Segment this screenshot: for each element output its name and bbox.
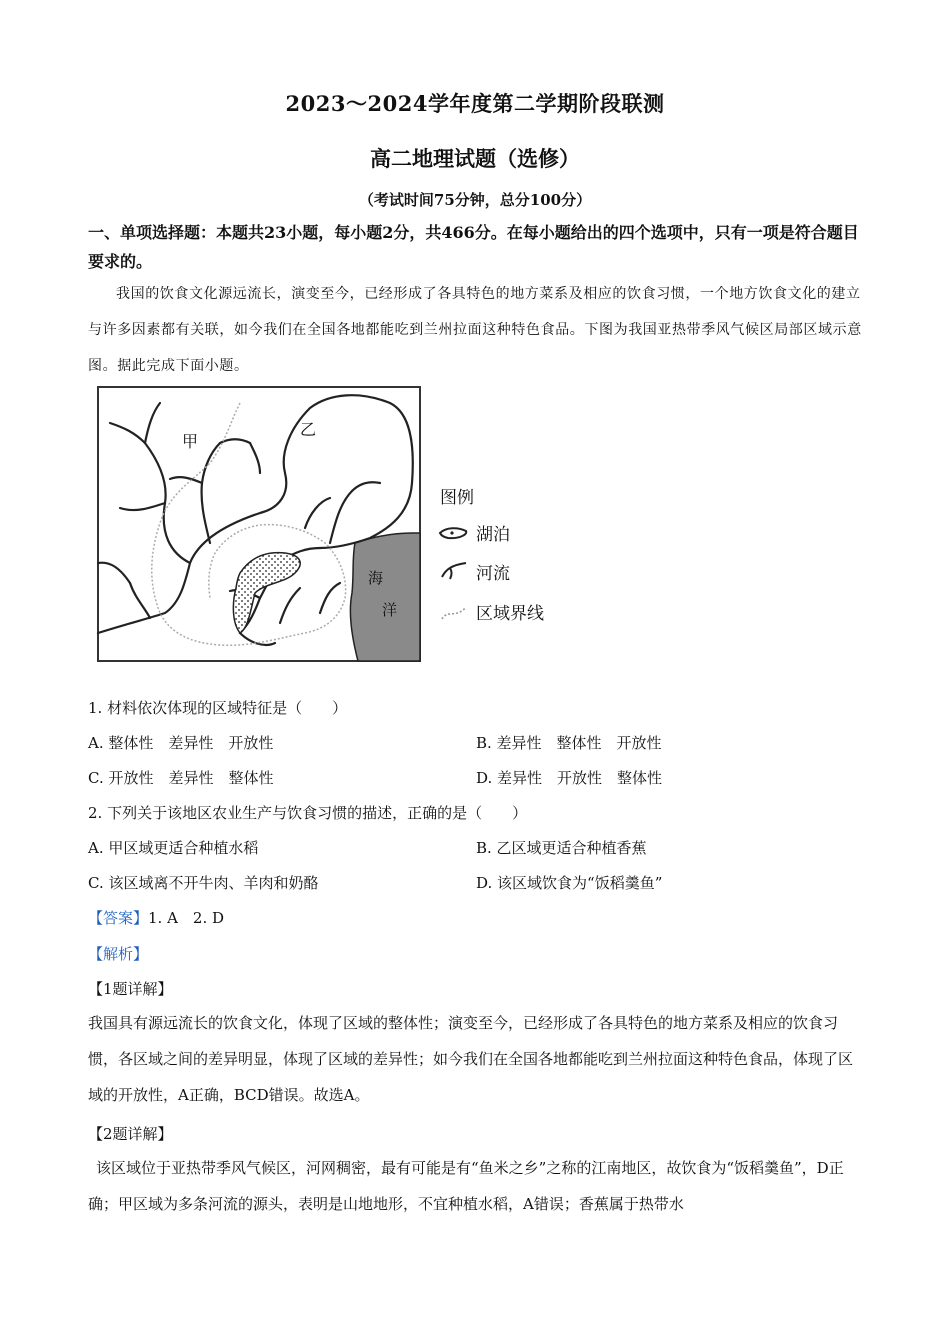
sea-area [350,533,420,661]
q1-option-a: A. 整体性 差异性 开放性 [88,734,274,752]
q2-analysis-heading: 【2题详解】 [88,1125,173,1143]
section-heading: 一、单项选择题：本题共23小题，每小题2分，共466分。在每小题给出的四个选项中，只有一项是符合题目要求的。 [88,223,859,271]
answer-label: 【答案】 [88,909,149,927]
exam-title: 2023～2024学年度第二学期阶段联测 [285,91,665,116]
region-map [90,383,430,663]
label-yi: 乙 [300,420,317,439]
region-map-svg [90,383,430,663]
q2-option-a: A. 甲区域更适合种植水稻 [88,839,259,857]
legend-river-label: 河流 [476,564,510,584]
q1-option-c: C. 开放性 差异性 整体性 [88,769,274,787]
sea-label-1: 海 [368,569,384,587]
sea-label-2: 洋 [382,601,398,619]
lake-legend-icon [438,523,470,543]
question-1-stem: 1. 材料依次体现的区域特征是（ ） [88,699,348,717]
legend-title: 图例 [440,488,474,508]
river-legend-icon [438,559,470,581]
q1-option-b: B. 差异性 整体性 开放性 [476,734,662,752]
exam-subtitle: 高二地理试题（选修） [370,146,580,171]
legend-lake-label: 湖泊 [476,525,510,545]
legend-boundary-label: 区域界线 [476,604,544,624]
question-2-stem: 2. 下列关于该地区农业生产与饮食习惯的描述，正确的是（ ） [88,804,528,822]
q1-analysis-heading: 【1题详解】 [88,980,173,998]
q1-option-d: D. 差异性 开放性 整体性 [476,769,663,787]
material-text: 我国的饮食文化源远流长，演变至今，已经形成了各具特色的地方菜系及相应的饮食习惯，一个地方饮食文化的建立与许多因素都有关联，如今我们在全国各地都能吃到兰州拉面这种特色食品。下图为我国亚热带季风气候区局部区域示意图。据此完成下面小题。 [88,286,862,374]
map-legend [438,483,578,633]
analysis-label: 【解析】 [88,945,149,963]
exam-info: （考试时间75分钟，总分100分） [358,191,592,209]
q2-analysis-text: 该区域位于亚热带季风气候区，河网稠密，最有可能是有“鱼米之乡”之称的江南地区，故饮食为“饭稻羹鱼”，D正确；甲区域为多条河流的源头，表明是山地地形，不宜种植水稻，A错误；香蕉属于热带水 [88,1159,844,1213]
q2-option-b: B. 乙区域更适合种植香蕉 [476,839,647,857]
q1-analysis-text: 我国具有源远流长的饮食文化，体现了区域的整体性；演变至今，已经形成了各具特色的地方菜系及相应的饮食习惯，各区域之间的差异明显，体现了区域的差异性；如今我们在全国各地都能吃到兰州拉面这种特色食品，体现了区域的开放性，A正确，BCD错误。故选A。 [88,1014,854,1104]
boundary-legend-icon [438,601,470,623]
answer-line [88,907,224,928]
q2-option-d: D. 该区域饮食为“饭稻羹鱼” [476,874,663,892]
label-jia: 甲 [182,432,199,451]
answer-value: 1. A 2. D [148,909,225,927]
q2-option-c: C. 该区域离不开牛肉、羊肉和奶酪 [88,874,319,892]
